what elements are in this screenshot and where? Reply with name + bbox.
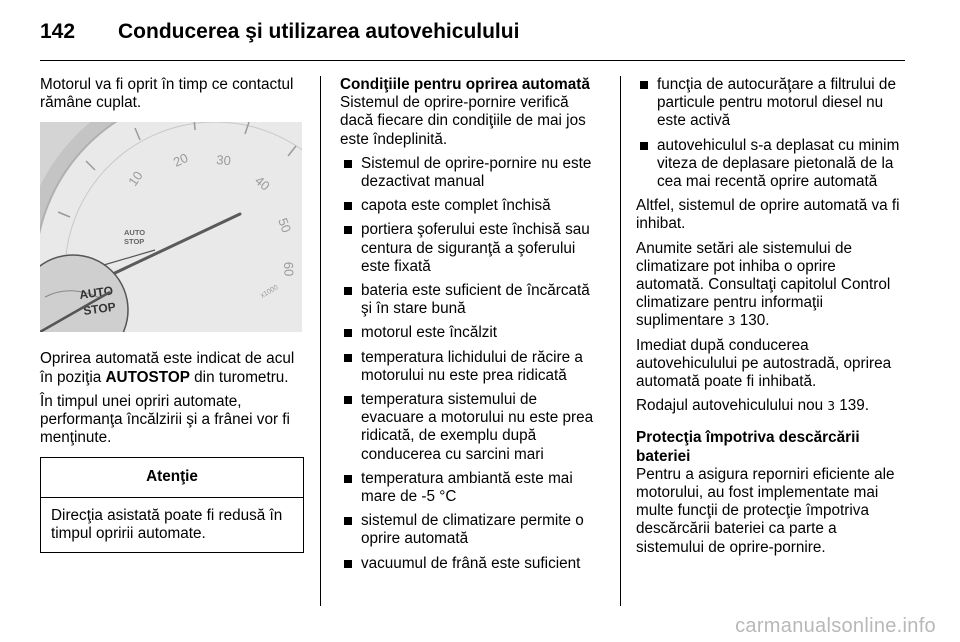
bullet-square-icon: [640, 81, 648, 89]
list-item-text: temperatura ambiantă este mai mare de -5 °C: [361, 469, 573, 506]
cross-reference-arrow-icon: 3: [827, 399, 835, 414]
list-item-text: temperatura lichidului de răcire a motorului nu este prea ridicată: [361, 348, 583, 384]
gauge-unit-label: x1000: [259, 284, 280, 301]
section-heading: Condiţiile pentru oprirea automată: [340, 76, 590, 93]
column-3: [636, 76, 906, 563]
list-item-text: bateria este suficient de încărcată şi în stare bună: [361, 282, 590, 318]
section-heading: Protecţia împotriva descărcării bateriei: [636, 429, 860, 465]
bullet-square-icon: [344, 396, 352, 404]
page-title: Conducerea şi utilizarea autovehiculului: [118, 20, 520, 43]
attention-callout: [40, 457, 304, 553]
list-item: [340, 349, 604, 385]
gauge-tick-label: 50: [275, 216, 295, 236]
paragraph: Pentru a asigura reporniri eficiente ale motorului, au fost implementate mai multe funcţii de protecţie împotriva descărcării bateriei ca parte a sistemului de oprire-pornire.: [636, 465, 895, 556]
list-item-text: autovehiculul s-a deplasat cu minim viteza de deplasare pietonală de la cea mai recentă oprire automată: [657, 136, 900, 191]
tachometer-figure: [40, 122, 302, 332]
list-item-text: motorul este încălzit: [361, 324, 498, 342]
list-item-text: temperatura sistemului de evacuare a motorului nu este prea ridicată, de exemplu după conducerea cu sarcini mari: [361, 391, 594, 463]
bullet-square-icon: [344, 160, 352, 168]
text-span: din turometru.: [189, 368, 289, 386]
cross-reference-arrow-icon: 3: [727, 314, 736, 329]
text-span: Rodajul autovehiculului nou: [636, 397, 828, 415]
text-span: .: [864, 397, 870, 415]
column-divider-2: [620, 76, 621, 606]
paragraph: [636, 397, 906, 415]
list-item-text: portiera şoferului este închisă sau centura de siguranţă a şoferului este fixată: [361, 221, 590, 275]
list-item: [636, 76, 906, 131]
callout-body: Direcţia asistată poate fi redusă în timpul opririi automate.: [51, 506, 283, 542]
bullet-square-icon: [344, 202, 352, 210]
list-item: [340, 391, 604, 464]
bullet-square-icon: [344, 287, 352, 295]
column-2: [340, 76, 604, 579]
paragraph: Sistemul de oprire-pornire verifică dacă fiecare din condiţiile de mai jos este îndeplinită.: [340, 94, 586, 148]
list-item: [636, 137, 906, 192]
list-item: [340, 221, 604, 276]
paragraph: Imediat după conducerea autovehiculului pe autostradă, oprirea automată poate fi inhibată.: [636, 336, 892, 391]
gauge-tick-label: 30: [215, 152, 232, 169]
list-item: [340, 324, 604, 342]
paragraph: [40, 350, 304, 386]
list-item-text: funcţia de autocurăţare a filtrului de particule pentru motorul diesel nu este activă: [657, 76, 896, 130]
paragraph: În timpul unei opriri automate, performanţa încălzirii şi a frânei vor fi menţinute.: [40, 392, 290, 447]
tachometer-illustration: [40, 122, 302, 332]
text-span: Oprirea automată este indicat de acul în poziţia: [40, 350, 295, 386]
text-span: Anumite setări ale sistemului de climatizare pot inhiba o oprire automată. Consultaţi capitolul Control climatizare pentru informaţii suplimentare: [636, 239, 891, 330]
paragraph: Motorul va fi oprit în timp ce contactul rămâne cuplat.: [40, 76, 294, 112]
watermark: carmanualsonline.info: [735, 615, 936, 637]
column-divider-1: [320, 76, 321, 606]
paragraph: [636, 240, 906, 331]
list-item-text: capota este complet închisă: [361, 197, 551, 215]
gauge-tick-label: 20: [170, 150, 191, 171]
page-number: 142: [40, 20, 76, 43]
column-1: [40, 76, 304, 553]
bullet-square-icon: [344, 517, 352, 525]
list-item: [340, 197, 604, 215]
text-span: .: [765, 312, 770, 330]
paragraph: Altfel, sistemul de oprire automată va fi inhibat.: [636, 197, 900, 233]
list-item-text: sistemul de climatizare permite o oprire automată: [361, 512, 584, 548]
list-item: [340, 155, 604, 191]
bullet-square-icon: [640, 142, 648, 150]
inset-stop-label: STOP: [82, 299, 117, 319]
gauge-tick-label: 10: [125, 168, 146, 190]
list-item: [340, 512, 604, 548]
gauge-tick-label: 60: [281, 261, 297, 277]
bold-term: AUTOSTOP: [105, 368, 190, 386]
list-item: [340, 282, 604, 318]
gauge-tick-label: 40: [252, 173, 273, 195]
bullet-square-icon: [344, 226, 352, 234]
bullet-square-icon: [344, 475, 352, 483]
header-divider: [40, 60, 905, 61]
inset-auto-label: AUTO: [78, 283, 114, 303]
list-item: [340, 555, 604, 573]
page-reference-link[interactable]: 130: [739, 312, 766, 330]
bullet-square-icon: [344, 329, 352, 337]
list-item: [340, 470, 604, 506]
gauge-stop-label: STOP: [124, 237, 145, 247]
conditions-list-continued: [636, 76, 906, 191]
list-item-text: Sistemul de oprire-pornire nu este dezactivat manual: [361, 154, 592, 191]
bullet-square-icon: [344, 354, 352, 362]
page-header: [40, 20, 519, 52]
bullet-square-icon: [344, 560, 352, 568]
conditions-list: [340, 155, 604, 573]
page-reference-link[interactable]: 139: [839, 397, 865, 415]
callout-title: Atenţie: [41, 458, 303, 497]
list-item-text: vacuumul de frână este suficient: [361, 554, 581, 572]
gauge-auto-label: AUTO: [124, 228, 146, 238]
